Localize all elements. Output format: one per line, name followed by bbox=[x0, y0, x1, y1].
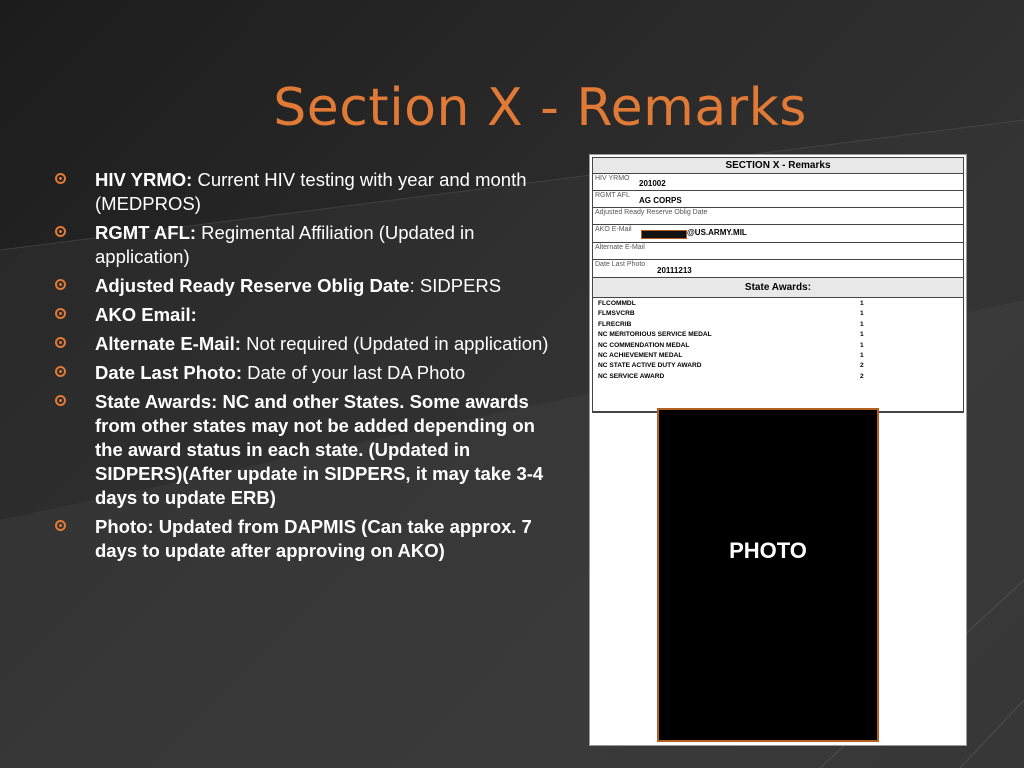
bullet-list bbox=[55, 168, 555, 568]
awards-list bbox=[593, 298, 963, 412]
bullet-bold-text: Photo: Updated from DAPMIS (Can take approx. 7 days to update after approving on AKO) bbox=[95, 516, 532, 561]
form-label: Date Last Photo bbox=[595, 261, 646, 268]
award-count: 1 bbox=[860, 331, 864, 339]
award-row bbox=[598, 330, 963, 340]
award-name: FLCOMMDL bbox=[598, 300, 636, 307]
award-name: NC STATE ACTIVE DUTY AWARD bbox=[598, 362, 702, 370]
award-name: FLRECRIB bbox=[598, 320, 632, 328]
bullet-icon bbox=[55, 279, 66, 290]
bullet-item bbox=[55, 361, 555, 385]
award-row bbox=[598, 320, 963, 330]
award-name: FLMSVCRB bbox=[598, 310, 635, 318]
form-row-ako-email bbox=[593, 225, 963, 243]
form-row-alternate-email bbox=[593, 243, 963, 260]
awards-header: State Awards: bbox=[593, 278, 963, 298]
award-row bbox=[598, 299, 963, 309]
award-count: 1 bbox=[860, 310, 864, 318]
award-row bbox=[598, 341, 963, 351]
bullet-icon bbox=[55, 395, 66, 406]
bullet-text: Not required (Updated in application) bbox=[240, 333, 549, 354]
form-label: Alternate E-Mail bbox=[595, 244, 645, 251]
award-row bbox=[598, 372, 963, 382]
award-count: 1 bbox=[860, 351, 864, 359]
award-name: NC SERVICE AWARD bbox=[598, 372, 665, 380]
form-header: SECTION X - Remarks bbox=[593, 158, 963, 174]
form-value: AG CORPS bbox=[639, 196, 682, 205]
photo-label: PHOTO bbox=[729, 538, 807, 563]
form-row-rgmt-afl bbox=[593, 191, 963, 208]
bullet-item bbox=[55, 303, 555, 327]
bullet-icon bbox=[55, 366, 66, 377]
bullet-item bbox=[55, 515, 555, 563]
form-table bbox=[592, 157, 964, 413]
award-count: 1 bbox=[860, 300, 864, 307]
award-name: NC MERITORIOUS SERVICE MEDAL bbox=[598, 331, 712, 339]
award-row bbox=[598, 361, 963, 371]
bullet-text: : SIDPERS bbox=[409, 275, 502, 296]
form-row-arr-oblig-date bbox=[593, 208, 963, 225]
bullet-item bbox=[55, 221, 555, 269]
award-row bbox=[598, 351, 963, 361]
bullet-bold-text: Adjusted Ready Reserve Oblig Date bbox=[95, 275, 410, 296]
bullet-item bbox=[55, 168, 555, 216]
award-count: 2 bbox=[860, 362, 864, 370]
form-label: RGMT AFL bbox=[595, 192, 630, 199]
bullet-bold-text: RGMT AFL: bbox=[95, 222, 197, 243]
bullet-text: Current HIV testing with year and month (MEDPROS) bbox=[95, 169, 527, 214]
bullet-bold-text: AKO Email: bbox=[95, 304, 197, 325]
bullet-icon bbox=[55, 337, 66, 348]
bullet-text: Date of your last DA Photo bbox=[241, 362, 466, 383]
bullet-bold-text: Date Last Photo: bbox=[95, 362, 242, 383]
bullet-bold-text: Alternate E-Mail: bbox=[95, 333, 241, 354]
bullet-icon bbox=[55, 520, 66, 531]
bullet-text: Regimental Affiliation (Updated in application) bbox=[95, 222, 475, 267]
award-name: NC ACHIEVEMENT MEDAL bbox=[598, 351, 683, 359]
form-row-hiv-yrmo bbox=[593, 174, 963, 191]
form-label: HIV YRMO bbox=[595, 175, 630, 182]
form-label: Adjusted Ready Reserve Oblig Date bbox=[595, 209, 708, 216]
bullet-bold-text: State Awards: NC and other States. Some awards from other states may not be added depending on the award status in each state. (Updated in SIDPERS)(After update in SIDPERS, it may take 3-4 days to update ERB) bbox=[95, 391, 544, 508]
slide-title: Section X - Remarks bbox=[273, 78, 807, 138]
award-count: 2 bbox=[860, 372, 864, 380]
form-row-date-last-photo bbox=[593, 260, 963, 278]
award-row bbox=[598, 309, 963, 319]
bullet-item bbox=[55, 274, 555, 298]
photo-placeholder bbox=[657, 408, 879, 742]
award-count: 1 bbox=[860, 320, 864, 328]
award-name: NC COMMENDATION MEDAL bbox=[598, 341, 690, 349]
award-count: 1 bbox=[860, 341, 864, 349]
form-label: AKO E-Mail bbox=[595, 226, 632, 233]
bullet-item bbox=[55, 332, 555, 356]
form-value: 201002 bbox=[639, 179, 666, 188]
bullet-bold-text: HIV YRMO: bbox=[95, 169, 193, 190]
bullet-icon bbox=[55, 308, 66, 319]
bullet-icon bbox=[55, 226, 66, 237]
form-value: @US.ARMY.MIL bbox=[687, 228, 747, 237]
redaction-bar bbox=[641, 230, 687, 239]
form-value: 20111213 bbox=[657, 266, 692, 275]
bullet-item bbox=[55, 390, 555, 510]
bullet-icon bbox=[55, 173, 66, 184]
